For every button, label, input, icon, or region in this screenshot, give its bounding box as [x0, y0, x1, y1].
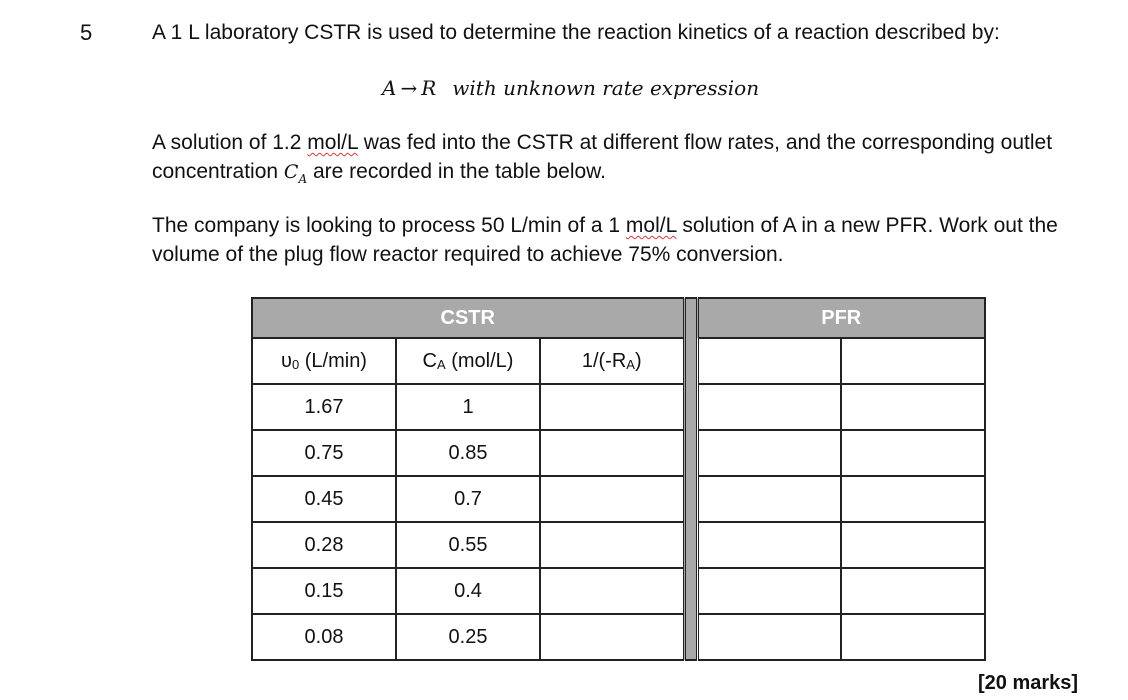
pfr-cell: [841, 568, 985, 614]
data-table: [251, 297, 986, 661]
concentration-cell: 0.25: [396, 614, 540, 660]
pfr-cell: [697, 384, 841, 430]
pfr-cell: [697, 338, 841, 384]
inverse-rate-cell: [540, 430, 684, 476]
concentration-cell: 0.4: [396, 568, 540, 614]
inverse-rate-cell: [540, 522, 684, 568]
group-header-row: [252, 298, 985, 338]
table-row: [252, 568, 985, 614]
table-row: [252, 384, 985, 430]
concentration-cell: 0.85: [396, 430, 540, 476]
ca-symbol: $C_A$: [283, 161, 308, 186]
feed-paragraph: A solution of 1.2 mol/L was fed into the CSTR at different flow rates, and the corresponding outlet concentration $C_A$ are recorded in the table below.: [152, 131, 1053, 186]
flowrate-cell: 0.15: [252, 568, 396, 614]
flowrate-cell: 0.28: [252, 522, 396, 568]
marks-label: [20 marks]: [978, 672, 1079, 694]
table-row: [252, 430, 985, 476]
flowrate-cell: 0.75: [252, 430, 396, 476]
reaction-arrow: →: [400, 76, 418, 100]
pfr-cell: [697, 476, 841, 522]
inverse-rate-cell: [540, 384, 684, 430]
task-paragraph: The company is looking to process 50 L/min of a 1 mol/L solution of A in a new PFR. Work out the volume of the plug flow reactor required to achieve 75% conversion.: [152, 214, 1058, 266]
flowrate-cell: 1.67: [252, 384, 396, 430]
reaction-equation: [382, 76, 759, 100]
pfr-cell: [697, 522, 841, 568]
intro-text: A 1 L laboratory CSTR is used to determine the reaction kinetics of a reaction described by:: [152, 21, 1000, 44]
pfr-cell: [841, 476, 985, 522]
table-row: [252, 522, 985, 568]
question-number: 5: [80, 20, 93, 45]
pfr-cell: [697, 568, 841, 614]
pfr-cell: [841, 614, 985, 660]
column-header-row: [252, 338, 985, 384]
rate-note: with unknown rate expression: [452, 76, 760, 100]
product: R: [421, 76, 437, 100]
table-row: [252, 614, 985, 660]
inverse-rate-cell: [540, 476, 684, 522]
unit-mol-per-l-2: mol/L: [625, 214, 677, 237]
cstr-header: CSTR: [252, 298, 684, 338]
pfr-cell: [841, 384, 985, 430]
pfr-cell: [697, 430, 841, 476]
reactant: A: [382, 76, 397, 100]
column-separator: [684, 298, 697, 660]
unit-mol-per-l: mol/L: [307, 131, 358, 154]
flowrate-cell: 0.08: [252, 614, 396, 660]
flowrate-header: υ0 (L/min): [252, 338, 396, 384]
pfr-header: PFR: [697, 298, 985, 338]
inverse-rate-header: 1/(-RA): [540, 338, 684, 384]
flowrate-cell: 0.45: [252, 476, 396, 522]
inverse-rate-cell: [540, 614, 684, 660]
inverse-rate-cell: [540, 568, 684, 614]
concentration-header: CA (mol/L): [396, 338, 540, 384]
pfr-cell: [841, 522, 985, 568]
concentration-cell: 0.55: [396, 522, 540, 568]
table-row: [252, 476, 985, 522]
concentration-cell: 0.7: [396, 476, 540, 522]
pfr-cell: [841, 338, 985, 384]
pfr-cell: [697, 614, 841, 660]
concentration-cell: 1: [396, 384, 540, 430]
pfr-cell: [841, 430, 985, 476]
